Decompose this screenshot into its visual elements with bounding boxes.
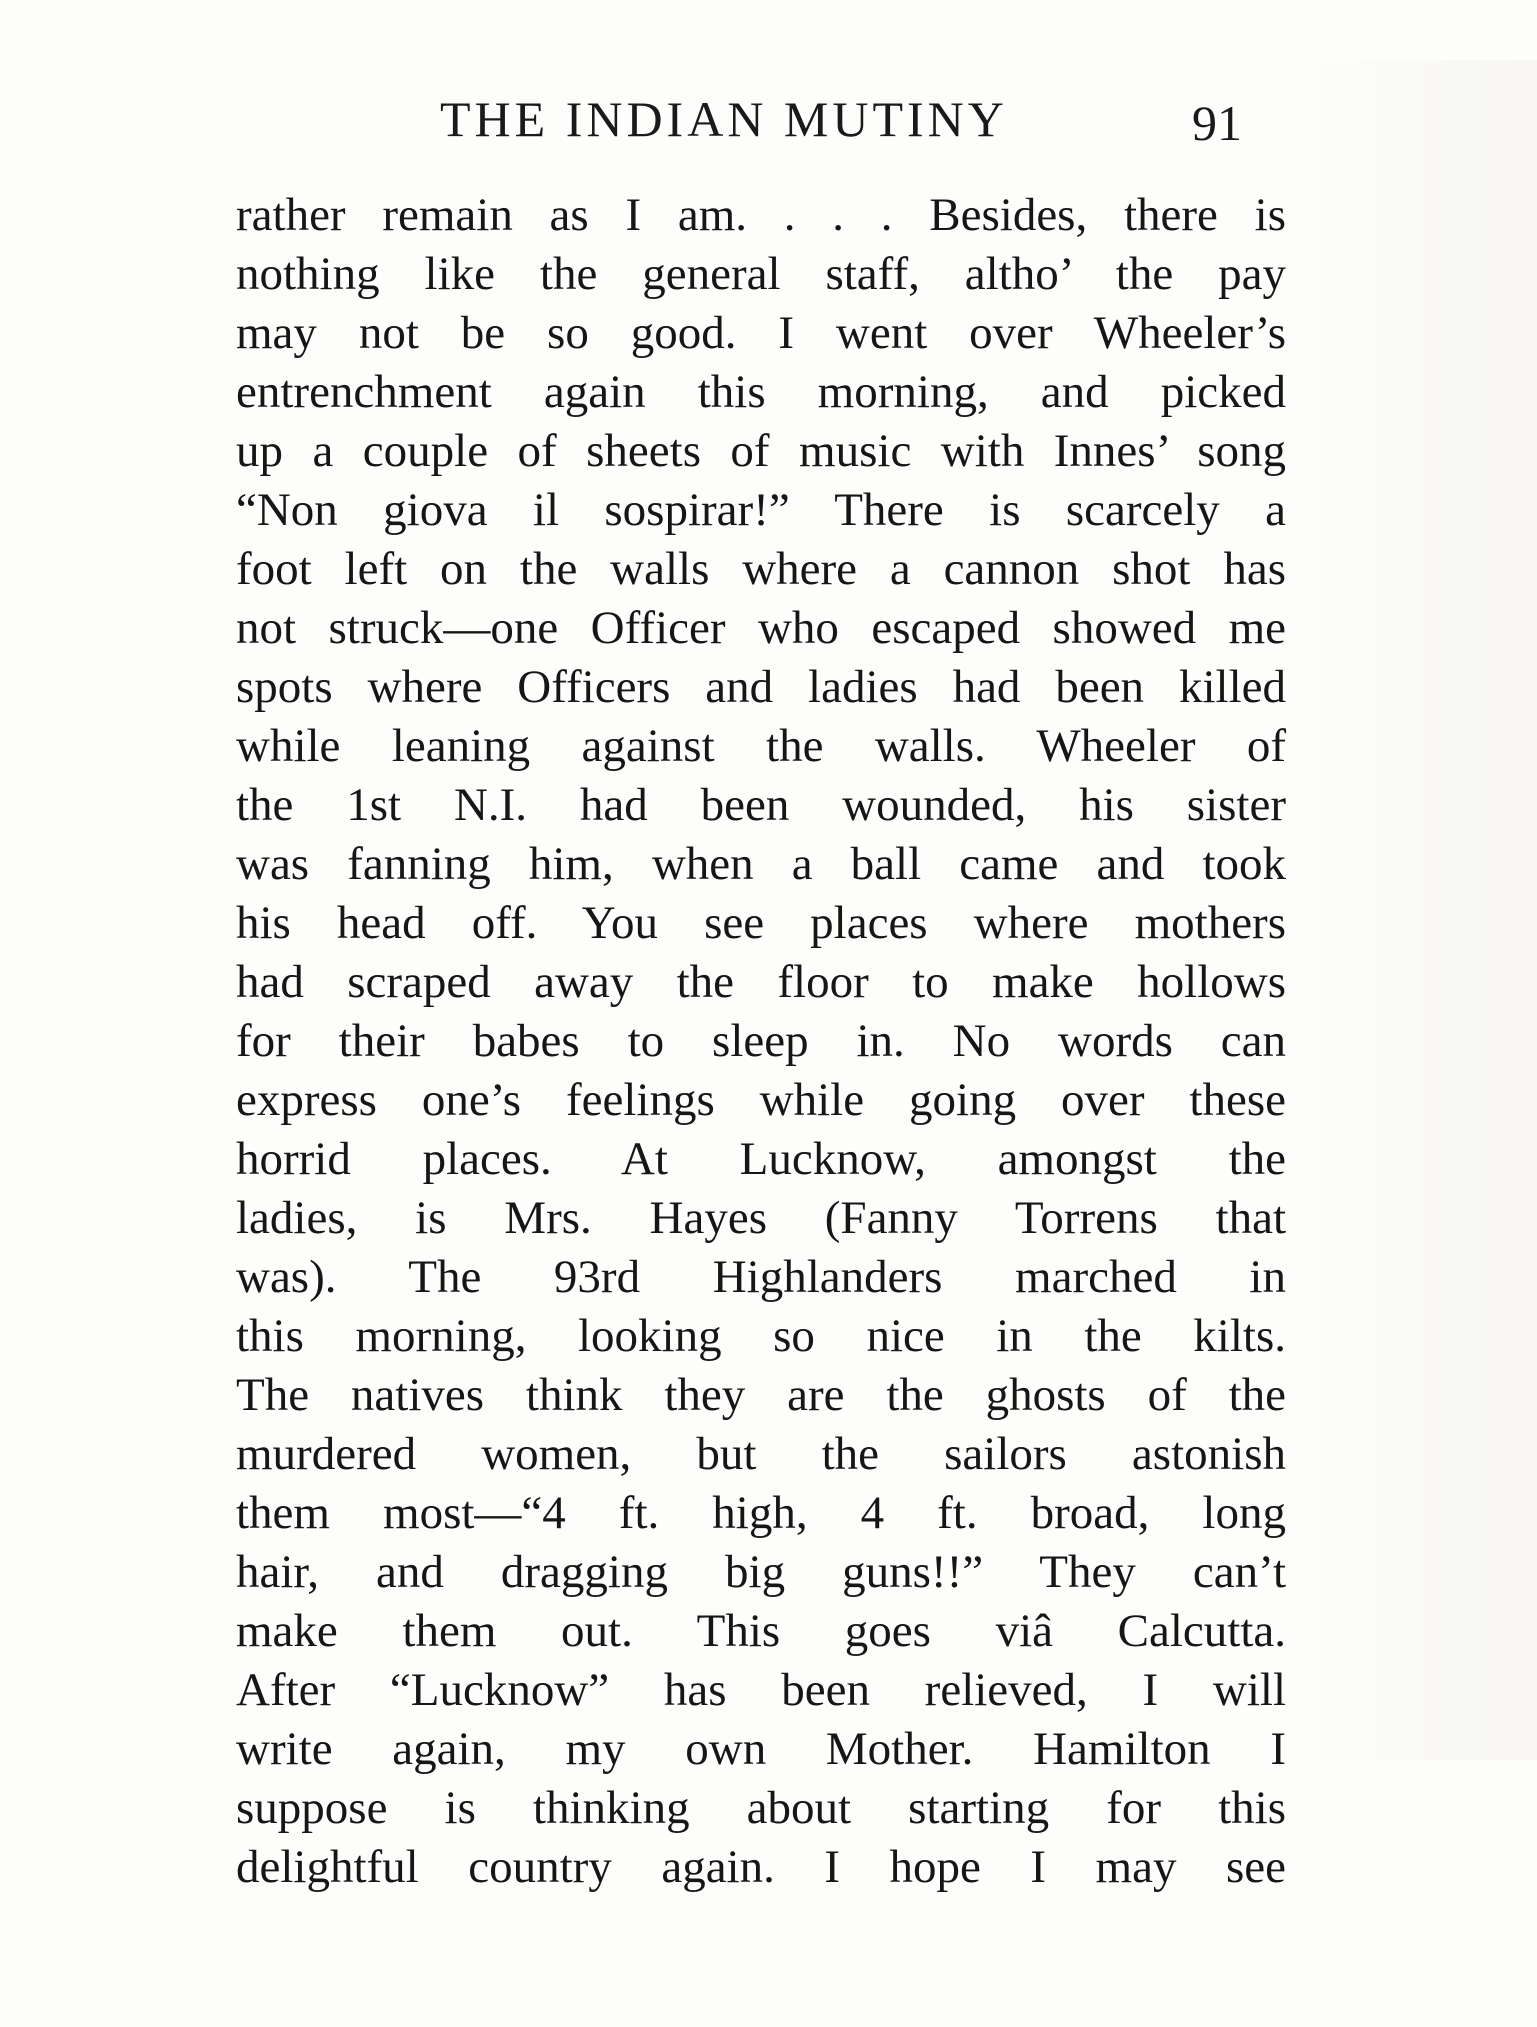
text-line: rather remain as I am. . . . Besides, there is (236, 189, 1286, 241)
text-line: horrid places. At Lucknow, amongst the (236, 1133, 1286, 1185)
text-line: express one’s feelings while going over these (236, 1074, 1286, 1126)
text-line: while leaning against the walls. Wheeler of (236, 720, 1286, 772)
text-line: his head off. You see places where mothers (236, 897, 1286, 949)
text-line: ladies, is Mrs. Hayes (Fanny Torrens that (236, 1192, 1286, 1244)
text-line: spots where Officers and ladies had been killed (236, 661, 1286, 713)
text-line: up a couple of sheets of music with Innes’ song (236, 425, 1286, 477)
text-line: may not be so good. I went over Wheeler’s (236, 307, 1286, 359)
text-line: was fanning him, when a ball came and took (236, 838, 1286, 890)
text-line: the 1st N.I. had been wounded, his sister (236, 779, 1286, 831)
text-line: for their babes to sleep in. No words can (236, 1015, 1286, 1067)
text-line: them most—“4 ft. high, 4 ft. broad, long (236, 1487, 1286, 1539)
text-line: suppose is thinking about starting for this (236, 1782, 1286, 1834)
text-line: delightful country again. I hope I may see (236, 1841, 1286, 1893)
text-line: had scraped away the floor to make hollows (236, 956, 1286, 1008)
running-head: THE INDIAN MUTINY (440, 91, 1008, 147)
text-line: write again, my own Mother. Hamilton I (236, 1723, 1286, 1775)
text-line: not struck—one Officer who escaped showed me (236, 602, 1286, 654)
text-line: hair, and dragging big guns!!” They can’t (236, 1546, 1286, 1598)
text-line: “Non giova il sospirar!” There is scarcely a (236, 484, 1286, 536)
text-line: this morning, looking so nice in the kilts. (236, 1310, 1286, 1362)
text-line: murdered women, but the sailors astonish (236, 1428, 1286, 1480)
text-line: entrenchment again this morning, and picked (236, 366, 1286, 418)
text-line: After “Lucknow” has been relieved, I will (236, 1664, 1286, 1716)
text-line: was). The 93rd Highlanders marched in (236, 1251, 1286, 1303)
text-line: The natives think they are the ghosts of the (236, 1369, 1286, 1421)
text-line: nothing like the general staff, altho’ the pay (236, 248, 1286, 300)
text-line: foot left on the walls where a cannon shot has (236, 543, 1286, 595)
body-text (236, 186, 1286, 1897)
page-number: 91 (1192, 95, 1242, 151)
facing-page-bleed-through (1307, 60, 1537, 1760)
text-line: make them out. This goes viâ Calcutta. (236, 1605, 1286, 1657)
